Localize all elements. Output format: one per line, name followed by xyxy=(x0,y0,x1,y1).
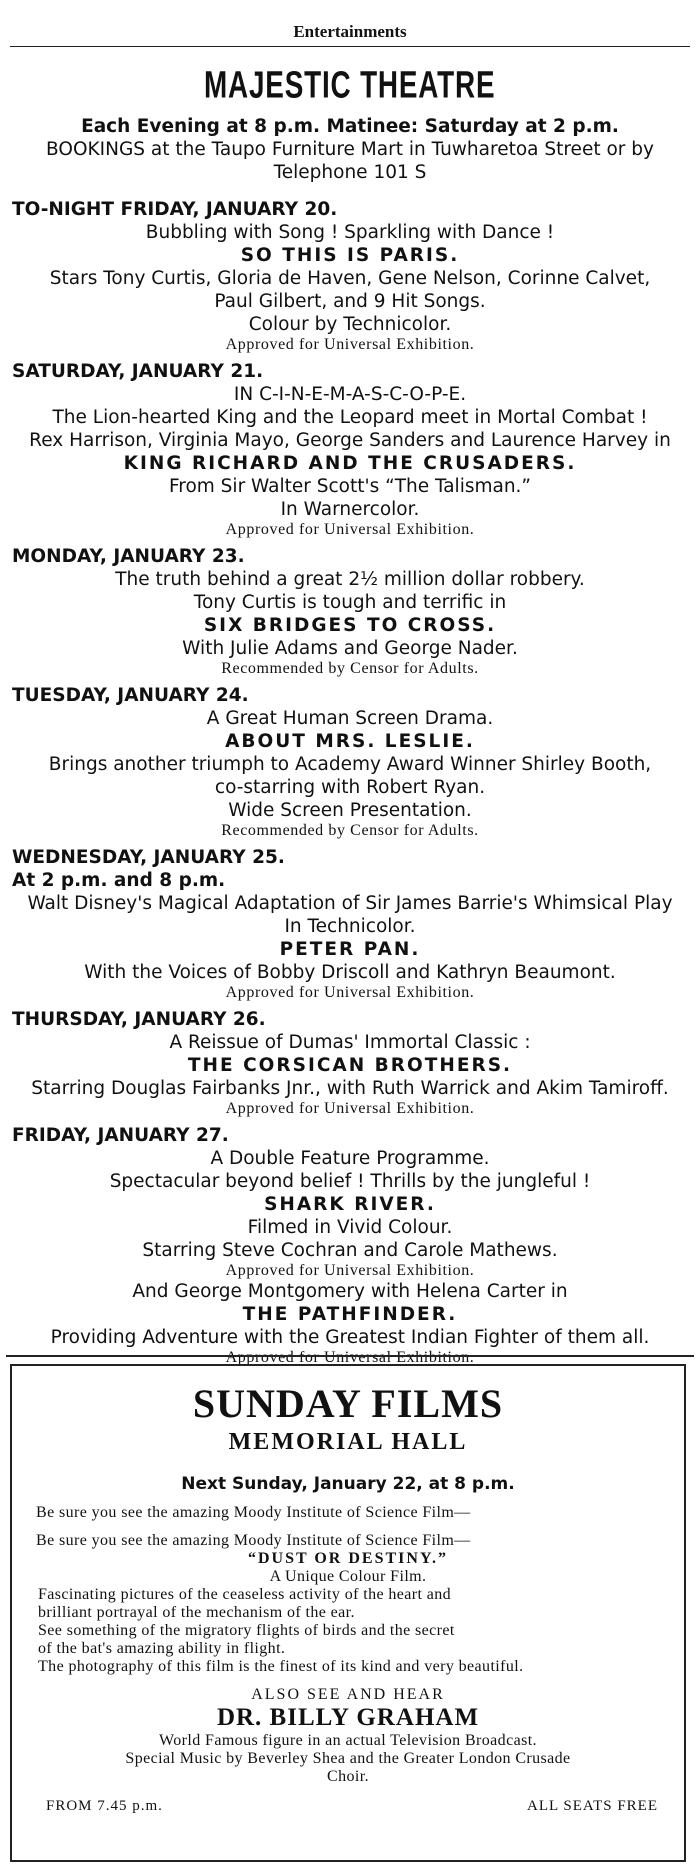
sunday-also: ALSO SEE AND HEAR xyxy=(251,1686,445,1703)
programme-line: In Technicolor. xyxy=(284,916,416,937)
programme-line: Filmed in Vivid Colour. xyxy=(247,1217,453,1238)
programme-day: MONDAY, JANUARY 23. xyxy=(12,546,245,567)
programme-line: With Julie Adams and George Nader. xyxy=(182,638,518,659)
sunday-desc-3: See something of the migratory flights of birds and the secret xyxy=(38,1622,455,1639)
programme-line: A Double Feature Programme. xyxy=(210,1148,490,1169)
sunday-desc-1: Fascinating pictures of the ceaseless activity of the heart and xyxy=(38,1586,452,1603)
film-title: KING RICHARD AND THE CRUSADERS. xyxy=(123,453,577,474)
film-title: PETER PAN. xyxy=(279,939,421,960)
sunday-speaker: DR. BILLY GRAHAM xyxy=(216,1704,480,1731)
bookings-line-1: BOOKINGS at the Taupo Furniture Mart in Tuwharetoa Street or by xyxy=(46,139,654,160)
censor-rating: Approved for Universal Exhibition. xyxy=(225,1349,475,1366)
censor-rating: Approved for Universal Exhibition. xyxy=(225,521,475,538)
sunday-from: FROM 7.45 p.m. xyxy=(46,1798,163,1814)
bottom-rule xyxy=(6,1355,694,1357)
section-header: Entertainments xyxy=(293,22,407,41)
programme-day: FRIDAY, JANUARY 27. xyxy=(12,1125,229,1146)
programme-line: A Reissue of Dumas' Immortal Classic : xyxy=(169,1032,531,1053)
theatre-name-text: MAJESTIC THEATRE xyxy=(204,63,496,107)
sunday-film-title: “DUST OR DESTINY.” xyxy=(247,1550,449,1567)
programme-line: Walt Disney's Magical Adaptation of Sir James Barrie's Whimsical Play xyxy=(27,893,673,914)
sunday-speaker-desc: World Famous figure in an actual Television Broadcast. xyxy=(159,1732,537,1749)
sunday-line-2: Be sure you see the amazing Moody Institute of Science Film— xyxy=(36,1532,471,1549)
programme-line: With the Voices of Bobby Driscoll and Kathryn Beaumont. xyxy=(84,962,616,983)
programme-line: In Warnercolor. xyxy=(280,499,420,520)
programme-day: THURSDAY, JANUARY 26. xyxy=(12,1009,266,1030)
programme-line: Tony Curtis is tough and terrific in xyxy=(193,592,507,613)
sunday-desc-2: brilliant portrayal of the mechanism of the ear. xyxy=(38,1604,355,1621)
programme-line: Starring Steve Cochran and Carole Mathews. xyxy=(142,1240,558,1261)
sunday-line-1: Be sure you see the amazing Moody Institute of Science Film— xyxy=(36,1504,471,1521)
programme-line: The truth behind a great 2½ million dollar robbery. xyxy=(115,569,585,590)
programme-day: WEDNESDAY, JANUARY 25. xyxy=(12,847,285,868)
film-title: SHARK RIVER. xyxy=(264,1194,436,1215)
sunday-colour: A Unique Colour Film. xyxy=(269,1568,427,1585)
programme-day: TO-NIGHT FRIDAY, JANUARY 20. xyxy=(12,199,338,220)
programme-line: Brings another triumph to Academy Award Winner Shirley Booth, xyxy=(48,754,652,775)
sunday-seats: ALL SEATS FREE xyxy=(527,1798,658,1814)
programme-line: Wide Screen Presentation. xyxy=(228,800,472,821)
programme-line: At 2 p.m. and 8 p.m. xyxy=(12,870,226,891)
sunday-title: SUNDAY FILMS xyxy=(192,1381,504,1426)
theatre-name xyxy=(0,64,700,108)
bookings-line-2: Telephone 101 S xyxy=(273,162,427,183)
session-times: Each Evening at 8 p.m. Matinee: Saturday at 2 p.m. xyxy=(81,116,619,137)
sunday-music-1: Special Music by Beverley Shea and the Greater London Crusade xyxy=(125,1750,571,1767)
sunday-music-2: Choir. xyxy=(327,1768,369,1785)
sunday-venue: MEMORIAL HALL xyxy=(228,1429,468,1455)
programme-line: Rex Harrison, Virginia Mayo, George Sanders and Laurence Harvey in xyxy=(29,430,671,451)
sunday-films-ad xyxy=(10,1364,686,1862)
programme-line: Bubbling with Song ! Sparkling with Dance ! xyxy=(145,222,555,243)
film-title: SO THIS IS PARIS. xyxy=(240,245,460,266)
programme-line: The Lion-hearted King and the Leopard meet in Mortal Combat ! xyxy=(52,407,648,428)
programme-line: Providing Adventure with the Greatest Indian Fighter of them all. xyxy=(50,1327,650,1348)
programme-line: Starring Douglas Fairbanks Jnr., with Ruth Warrick and Akim Tamiroff. xyxy=(31,1078,669,1099)
censor-rating: Approved for Universal Exhibition. xyxy=(225,336,475,353)
header-rule xyxy=(10,46,690,47)
programme-line: Stars Tony Curtis, Gloria de Haven, Gene Nelson, Corinne Calvet, xyxy=(49,268,651,289)
programme-day: TUESDAY, JANUARY 24. xyxy=(12,685,249,706)
censor-rating: Approved for Universal Exhibition. xyxy=(225,1262,475,1279)
film-title: THE PATHFINDER. xyxy=(242,1304,458,1325)
censor-rating: Recommended by Censor for Adults. xyxy=(221,822,479,839)
sunday-footer xyxy=(12,1798,684,1815)
programme-line: And George Montgomery with Helena Carter in xyxy=(132,1281,568,1302)
sunday-next: Next Sunday, January 22, at 8 p.m. xyxy=(181,1474,515,1494)
sunday-desc-5: The photography of this film is the finest of its kind and very beautiful. xyxy=(38,1658,524,1675)
programme-line: IN C-I-N-E-M-A-S-C-O-P-E. xyxy=(233,384,467,405)
programme-list xyxy=(0,198,700,1367)
programme-line: co-starring with Robert Ryan. xyxy=(214,777,486,798)
programme-line: Paul Gilbert, and 9 Hit Songs. xyxy=(214,291,486,312)
film-title: ABOUT MRS. LESLIE. xyxy=(225,731,475,752)
censor-rating: Approved for Universal Exhibition. xyxy=(225,1100,475,1117)
programme-line: From Sir Walter Scott's “The Talisman.” xyxy=(168,476,532,497)
censor-rating: Approved for Universal Exhibition. xyxy=(225,984,475,1001)
film-title: THE CORSICAN BROTHERS. xyxy=(187,1055,513,1076)
sunday-desc-4: of the bat's amazing ability in flight. xyxy=(38,1640,286,1657)
censor-rating: Recommended by Censor for Adults. xyxy=(221,660,479,677)
film-title: SIX BRIDGES TO CROSS. xyxy=(203,615,497,636)
programme-line: Colour by Technicolor. xyxy=(248,314,452,335)
programme-line: Spectacular beyond belief ! Thrills by the jungleful ! xyxy=(109,1171,591,1192)
programme-day: SATURDAY, JANUARY 21. xyxy=(12,361,264,382)
programme-line: A Great Human Screen Drama. xyxy=(206,708,494,729)
